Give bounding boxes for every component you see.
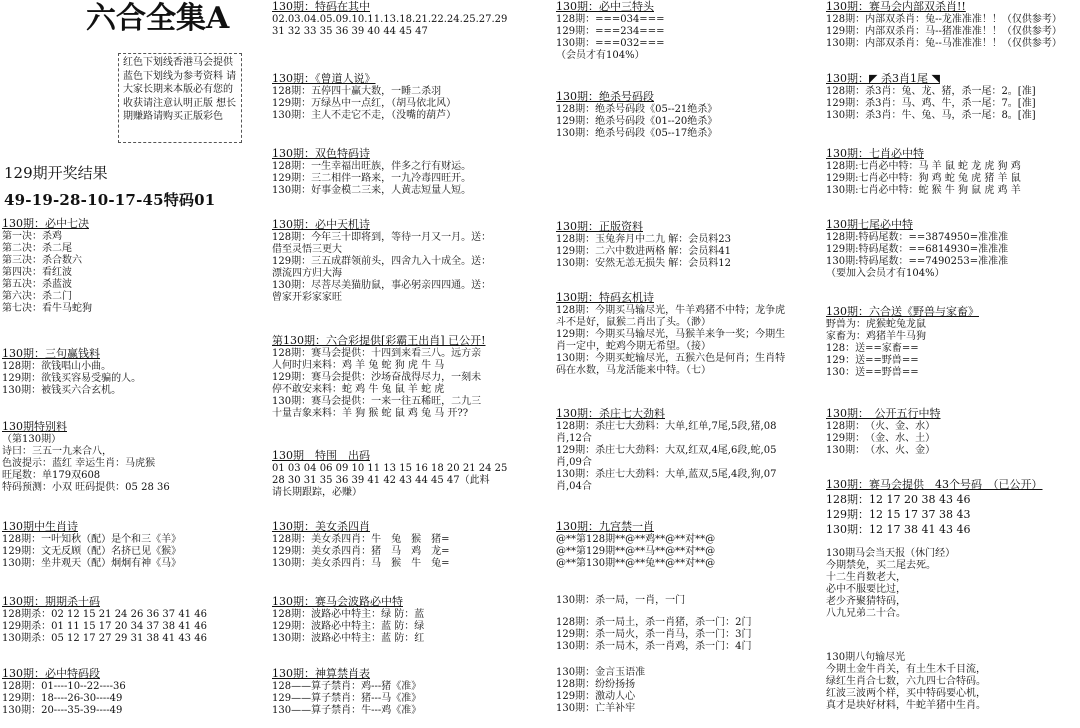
section-line: 128期:特码尾数：==3874950=准准准	[826, 232, 1009, 243]
section-line: 129——算子禁肖：猪---马《准》	[272, 693, 422, 704]
section-heading: 130期：必中特码段	[2, 667, 100, 680]
section-heading: 130期：《曾道人说》	[272, 72, 376, 85]
section-line: 128期：杀庄七大劲料：大单,红单,7尾,5段,猪,08	[556, 421, 777, 432]
section-line: 02.03.04.05.09.10.11.13.18.21.22.24.25.27.29	[272, 14, 508, 25]
section-line: 128——算子禁肖：鸡---猪《准》	[272, 681, 422, 692]
section-line: 第六决：杀二门	[2, 291, 72, 302]
section-heading: 130期：赛马会内部双杀肖!!	[826, 0, 966, 13]
col4-section	[826, 218, 1078, 280]
section-line: 128期：绝杀号码段《05--21绝杀》	[556, 104, 718, 115]
section-line: 红波三波两个样，买中特码要心机，	[826, 688, 986, 699]
col3-section	[556, 595, 820, 653]
col1-section	[2, 520, 264, 570]
section-line: 129期：杀庄七大劲料：大双,红双,4尾,6段,蛇,05	[556, 445, 777, 456]
section-heading: 130期：六合送《野兽与家畜》	[826, 305, 979, 318]
section-heading: 130期：特码玄机诗	[556, 291, 654, 304]
section-heading: 130期：正版资料	[556, 220, 643, 233]
section-line: 128期：一叶知秋（配）是个和三《羊》	[2, 534, 182, 545]
section-heading: 130期：杀庄七大劲料	[556, 407, 665, 420]
col1-section	[2, 347, 264, 397]
section-line: 130期：12 17 38 41 43 46	[826, 523, 971, 536]
col3-section	[556, 520, 820, 570]
section-heading: 130期：九宫禁一肖	[556, 520, 654, 533]
section-line: @**第128期**@**鸡**@**对**@	[556, 534, 716, 545]
section-line: 130期：内部双杀肖：兔--马准准准！！（仅供参考）	[826, 38, 1062, 49]
section-line: 130期：杀一局木，杀一肖鸡，杀一门：4门	[556, 641, 752, 652]
column-2	[272, 0, 552, 728]
col2-section	[272, 72, 552, 122]
section-line: 129期：二六中数进两格 解：会员料41	[556, 246, 731, 257]
section-line: 必中不服要比过，	[826, 584, 906, 595]
section-line: （第130期）	[2, 434, 62, 445]
section-heading: 130期： 公开五行中特	[826, 407, 941, 420]
section-line: 128期：内部双杀肖：兔--龙准准准！！（仅供参考）	[826, 14, 1062, 25]
section-heading: 130期 特围 出码	[272, 449, 370, 462]
col2-section	[272, 218, 552, 304]
col3-section	[556, 90, 820, 140]
section-line: 130期：安然无恙无损失 解：会员料12	[556, 258, 731, 269]
section-line: 130期：被钱买六合玄机。	[2, 385, 122, 396]
section-line: 129期：激动人心	[556, 691, 636, 702]
section-heading: 130期：双色特码诗	[272, 147, 370, 160]
section-line: 第七决：看牛马蛇狗	[2, 303, 92, 314]
section-heading: 130期：绝杀号码段	[556, 90, 654, 103]
section-line: 129期：杀3肖：马、鸡、牛，杀一尾：7。[准]	[826, 98, 1036, 109]
section-line: 130期：绝杀号码段《05--17绝杀》	[556, 128, 718, 139]
col2-section	[272, 0, 552, 38]
col1-section	[2, 420, 264, 494]
section-line: 130期：===032===	[556, 38, 665, 49]
section-line: 128期：波路必中特主：绿 防：蓝	[272, 609, 425, 620]
section-line: 130期马会当天报（休门经）	[826, 548, 956, 559]
section-line: 129期：内部双杀肖：马--猪准准准！！（仅供参考）	[826, 26, 1062, 37]
column-1	[2, 0, 264, 728]
section-line: 129期：三五成群领前头，四舍九入十成全。送：	[272, 256, 492, 267]
section-line: 绿红生肖合七数，六九四七合特码。	[826, 676, 986, 687]
section-line: 肖,12合	[556, 433, 592, 444]
section-line: 129期：美女杀四肖：猪 马 鸡 龙=	[272, 546, 450, 557]
section-line: 129期：杀一局火，杀一肖马，杀一门：3门	[556, 629, 752, 640]
section-heading: 130期：美女杀四肖	[272, 520, 370, 533]
section-line: 130期：赛马会提供：一来一往五稀旺，二九三	[272, 396, 482, 407]
section-heading: 130期：必中七决	[2, 217, 89, 230]
section-line: 128期:七肖必中特：马 羊 鼠 蛇 龙 虎 狗 鸡	[826, 161, 1021, 172]
section-line: 130期八句输尽光	[826, 652, 906, 663]
section-line: 第三决：杀合数六	[2, 255, 82, 266]
col2-section	[272, 520, 552, 570]
col3-section	[556, 407, 820, 493]
section-line: 130——算子禁肖：牛---鸡《准》	[272, 705, 422, 716]
col2-section	[272, 595, 552, 645]
section-heading: 130期七尾必中特	[826, 218, 913, 231]
section-line: 130期：亡羊补牢	[556, 703, 636, 714]
section-line: 第一决：杀鸡	[2, 231, 62, 242]
section-line: 八九兄弟二十合。	[826, 608, 906, 619]
section-line: 128期：赛马会提供：十四到来看三八。远方亲	[272, 348, 482, 359]
section-line: 128：送==家畜==	[826, 343, 919, 354]
section-line: 31 32 33 35 36 39 40 44 45 47	[272, 26, 428, 37]
draw-result-title: 129期开奖结果	[4, 164, 108, 182]
section-line: 今期禁免，买二尾去死。	[826, 560, 936, 571]
section-line: 野兽为：虎猴蛇兔龙鼠	[826, 319, 926, 330]
section-line: 129期：波路必中特主：蓝 防：绿	[272, 621, 425, 632]
section-line: 128期：===034===	[556, 14, 665, 25]
col4-section	[826, 0, 1078, 50]
column-3	[556, 0, 820, 728]
section-line: 129期:特码尾数：==6814930=准准准	[826, 244, 1009, 255]
section-line: 请长期跟踪，必赚）	[272, 487, 362, 498]
col1-section	[2, 667, 264, 717]
section-line: 130期杀：05 12 17 27 29 31 38 41 43 46	[2, 633, 207, 644]
section-line: 人何时归来料：鸡 羊 兔 蛇 狗 虎 牛 马	[272, 360, 445, 371]
section-line: 今期土金牛肖关，有土生木千目流，	[826, 664, 986, 675]
col2-section	[272, 334, 552, 420]
section-line: 128期：今年三十即将到，等待一月又一月。送：	[272, 232, 492, 243]
section-line: 诗曰：三五一九来合八，	[2, 446, 112, 457]
section-line: 旺尾数：单179双608	[2, 470, 101, 481]
section-line: 第二决：杀二尾	[2, 243, 72, 254]
section-line: 128期：杀3肖：兔、龙、猪，杀一尾：2。[准]	[826, 86, 1036, 97]
section-line: 借至灵悟三更大	[272, 244, 342, 255]
col4-section	[826, 147, 1078, 197]
section-line: 128期：杀一局土，杀一肖猪，杀一门：2门	[556, 617, 752, 628]
section-heading: 130期：三句赢钱料	[2, 347, 100, 360]
section-heading: 130期：七肖必中特	[826, 147, 924, 160]
section-heading: 130期：◤ 杀3肖1尾 ◥	[826, 72, 940, 85]
section-line: 130期:七肖必中特：蛇 猴 牛 狗 鼠 虎 鸡 羊	[826, 185, 1021, 196]
section-line: （要加入会员才有104%）	[826, 268, 945, 279]
section-line: 129期：18----26-30----49	[2, 693, 123, 704]
section-line: 128期：欲钱唱山小曲。	[2, 361, 112, 372]
section-line: 家畜为：鸡猪羊牛马狗	[826, 331, 926, 342]
section-line: 128期：今期买马输尽光，牛羊鸡猪不中特；龙争虎	[556, 305, 786, 316]
section-line: 十量吉象来料：羊 狗 猴 蛇 鼠 鸡 兔 马 开??	[272, 408, 469, 419]
section-line: 特码预测：小双 旺码提供：05 28 36	[2, 482, 170, 493]
section-line: @**第130期**@**兔**@**对**@	[556, 558, 716, 569]
col4-section	[826, 407, 1078, 457]
section-line: 128期：玉兔奔月中二九 解：会员料23	[556, 234, 731, 245]
col2-section	[272, 449, 552, 499]
section-line: @**第129期**@**马**@**对**@	[556, 546, 716, 557]
section-line: 01 03 04 06 09 10 11 13 15 16 18 20 21 24 25	[272, 463, 508, 474]
col1-section	[2, 217, 264, 315]
section-line: 第五决：杀蓝波	[2, 279, 72, 290]
section-line: 128期：五停四十赢大数，一睡二杀羽	[272, 86, 442, 97]
section-heading: 130期：特码在其中	[272, 0, 370, 13]
section-line: 130：送==野兽==	[826, 367, 919, 378]
col3-section	[556, 220, 820, 270]
section-line: 斗不是好，鼠猴二肖出了头。（渺）	[556, 317, 711, 328]
section-line: 129：送==野兽==	[826, 355, 919, 366]
section-line: 130期：好事金模二三来，人黄志短量人短。	[272, 185, 472, 196]
section-line: 129期：三二相伴一路来，一九冷毒四旺开。	[272, 173, 472, 184]
notice-box: 红色下划线香港马会提供 蓝色下划线为参考资料 请大家长期来本版必有您的收获请注意认明正版 想长期赚路请购买正版彩色	[118, 53, 242, 143]
col2-section	[272, 147, 552, 197]
section-line: 真才是块好材料，牛蛇羊猪中生肖。	[826, 700, 986, 711]
section-line: 129期：赛马会提供：沙场奋战得尽力，一刻未	[272, 372, 482, 383]
section-line: 129期：===234===	[556, 26, 665, 37]
column-4	[826, 0, 1078, 728]
col2-section	[272, 667, 552, 717]
section-heading: 130期：神算禁肖表	[272, 667, 370, 680]
section-line: 130期：坐井观天（配）炯炯有神《马》	[2, 558, 182, 569]
section-line: 130期：主人不走它不走，（没嘴的葫芦）	[272, 110, 457, 121]
section-line: 肖,09合	[556, 457, 592, 468]
col4-section	[826, 652, 1078, 712]
section-line: 130期：金言玉语准	[556, 667, 646, 678]
section-line: 曾家开彩家家旺	[272, 292, 342, 303]
section-heading: 130期中生肖诗	[2, 520, 78, 533]
section-line: 129期：文无反顾（配）名挤已见《猴》	[2, 546, 182, 557]
section-line: 肖一定中，蛇鸡今期无希望。（接）	[556, 341, 711, 352]
section-line: 129期：万绿丛中一点红，（胡马依北风）	[272, 98, 457, 109]
section-line: 第四决：看红波	[2, 267, 72, 278]
section-line: 129期：今期买马输尽光，马猴羊来争一奖；今期生	[556, 329, 786, 340]
section-line: 130期：杀一局，一肖，一门	[556, 595, 686, 606]
section-line: 129期：绝杀号码段《01--20绝杀》	[556, 116, 718, 127]
section-heading: 130期：赛马会波路必中特	[272, 595, 403, 608]
section-line: 28 30 31 35 36 39 41 42 43 44 45 47（此料	[272, 475, 490, 486]
section-line	[556, 607, 820, 617]
section-line: 十二生肖数老大，	[826, 572, 906, 583]
section-line: 130期：杀3肖：牛、兔、马，杀一尾：8。[准]	[826, 110, 1036, 121]
section-line: 128期杀：02 12 15 21 24 26 36 37 41 46	[2, 609, 207, 620]
col4-section	[826, 72, 1078, 122]
section-line: 128期：纷纷扬扬	[556, 679, 636, 690]
section-heading: 第130期：六合彩提供[彩霸王出肖] 已公开!	[272, 334, 486, 347]
section-line: 128期：01----10--22----36	[2, 681, 126, 692]
section-line: 130期： （水、火、金）	[826, 445, 936, 456]
section-line: 129期杀：01 11 15 17 20 34 37 38 41 46	[2, 621, 207, 632]
section-line: 130期：今期买蛇输尽光，五猴六色是何肖；生肖特	[556, 353, 786, 364]
col1-section	[2, 595, 264, 645]
section-line: 停不敢安来料：蛇 鸡 牛 兔 鼠 羊 蛇 虎	[272, 384, 445, 395]
section-line: 128期：12 17 20 38 43 46	[826, 493, 971, 506]
section-line: 128期：美女杀四肖：牛 兔 猴 猪=	[272, 534, 450, 545]
section-line: 129期：欲钱买容易受骗的人。	[2, 373, 142, 384]
section-line: 色波提示：蓝红 幸运生肖：马虎猴	[2, 458, 156, 469]
section-line: 128期：一生幸福出旺族，伴多之行有财运。	[272, 161, 472, 172]
section-line: 肖,04合	[556, 481, 592, 492]
section-line: 130期：杀庄七大劲料：大单,蓝双,5尾,4段,狗,07	[556, 469, 777, 480]
section-heading: 130期：赛马会提供 43个号码 （已公开）	[826, 478, 1043, 491]
col3-section	[556, 291, 820, 377]
col4-section	[826, 478, 1078, 537]
section-line: 130期:特码尾数：==7490253=准准准	[826, 256, 1009, 267]
section-heading: 130期：必中三特头	[556, 0, 654, 13]
section-line: （会员才有104%）	[556, 50, 645, 61]
section-line: 129期：12 15 17 37 38 43	[826, 508, 971, 521]
section-line: 码在水数，马龙活能来中特。（七）	[556, 365, 711, 376]
section-line: 130期：尽菩尽美猫肋鼠，事必躬亲四四通。送：	[272, 280, 492, 291]
col3-section	[556, 0, 820, 62]
section-heading: 130期：必中天机诗	[272, 218, 370, 231]
col3-section	[556, 667, 820, 715]
section-line: 129期:七肖必中特：狗 鸡 蛇 兔 虎 猪 羊 鼠	[826, 173, 1021, 184]
section-line: 130期：美女杀四肖：马 猴 牛 兔=	[272, 558, 450, 569]
section-line: 老少齐聚猜特码，	[826, 596, 906, 607]
section-line: 129期： （金、水、土）	[826, 433, 936, 444]
section-line: 130期：波路必中特主：蓝 防：红	[272, 633, 425, 644]
section-line: 漂流四方归大海	[272, 268, 342, 279]
page-title: 六合全集A	[86, 1, 230, 36]
col4-section	[826, 548, 1078, 620]
section-heading: 130期特别料	[2, 420, 67, 433]
draw-result-numbers: 49-19-28-10-17-45特码01	[4, 191, 216, 209]
section-line: 128期： （火、金、水）	[826, 421, 936, 432]
col4-section	[826, 305, 1078, 379]
section-line: 130期：20----35-39----49	[2, 705, 123, 716]
section-heading: 130期：期期杀十码	[2, 595, 100, 608]
